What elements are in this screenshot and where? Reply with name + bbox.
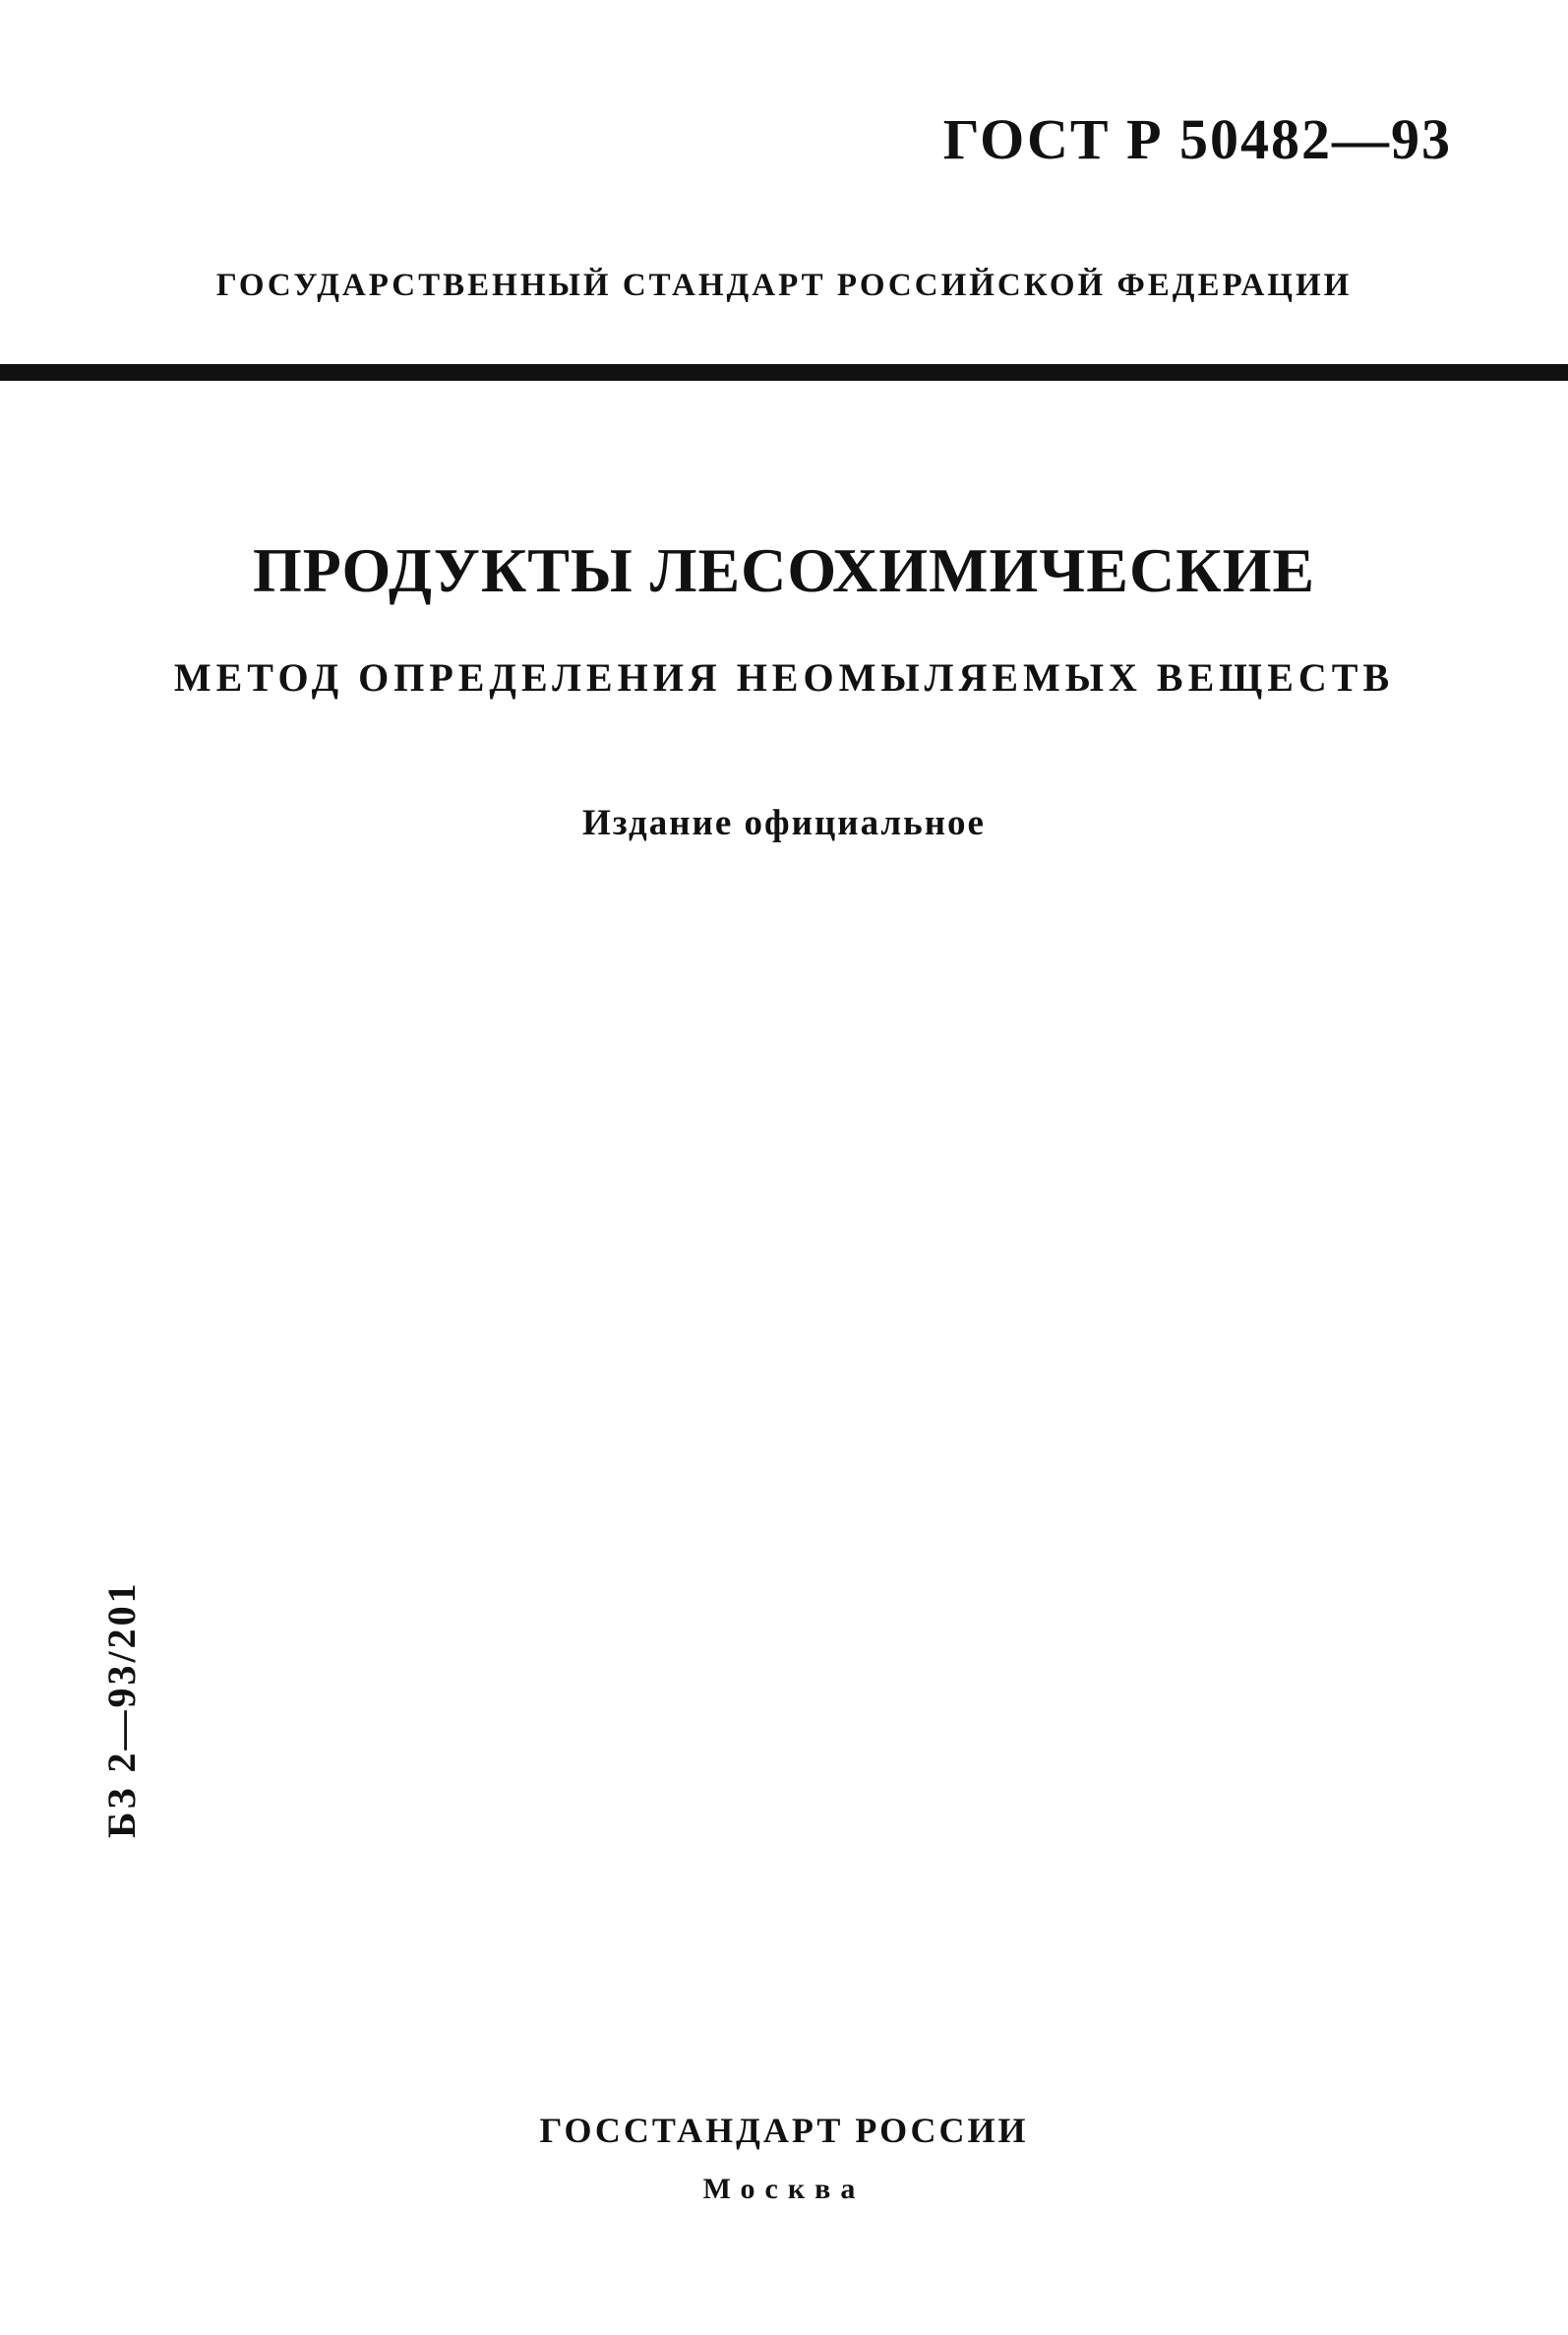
publisher-name: ГОССТАНДАРТ РОССИИ xyxy=(539,2111,1029,2150)
header-divider xyxy=(0,364,1568,381)
document-code: ГОСТ Р 50482—93 xyxy=(942,107,1452,171)
state-standard-heading: ГОСУДАРСТВЕННЫЙ СТАНДАРТ РОССИЙСКОЙ ФЕДЕРАЦИИ xyxy=(215,268,1353,303)
document-subtitle: МЕТОД ОПРЕДЕЛЕНИЯ НЕОМЫЛЯЕМЫХ ВЕЩЕСТВ xyxy=(173,655,1395,700)
edition-label: Издание официальное xyxy=(582,803,986,843)
side-catalog-code: БЗ 2—93/201 xyxy=(99,1580,144,1838)
document-title: ПРОДУКТЫ ЛЕСОХИМИЧЕСКИЕ xyxy=(252,535,1316,605)
publisher-city: Москва xyxy=(702,2173,866,2205)
